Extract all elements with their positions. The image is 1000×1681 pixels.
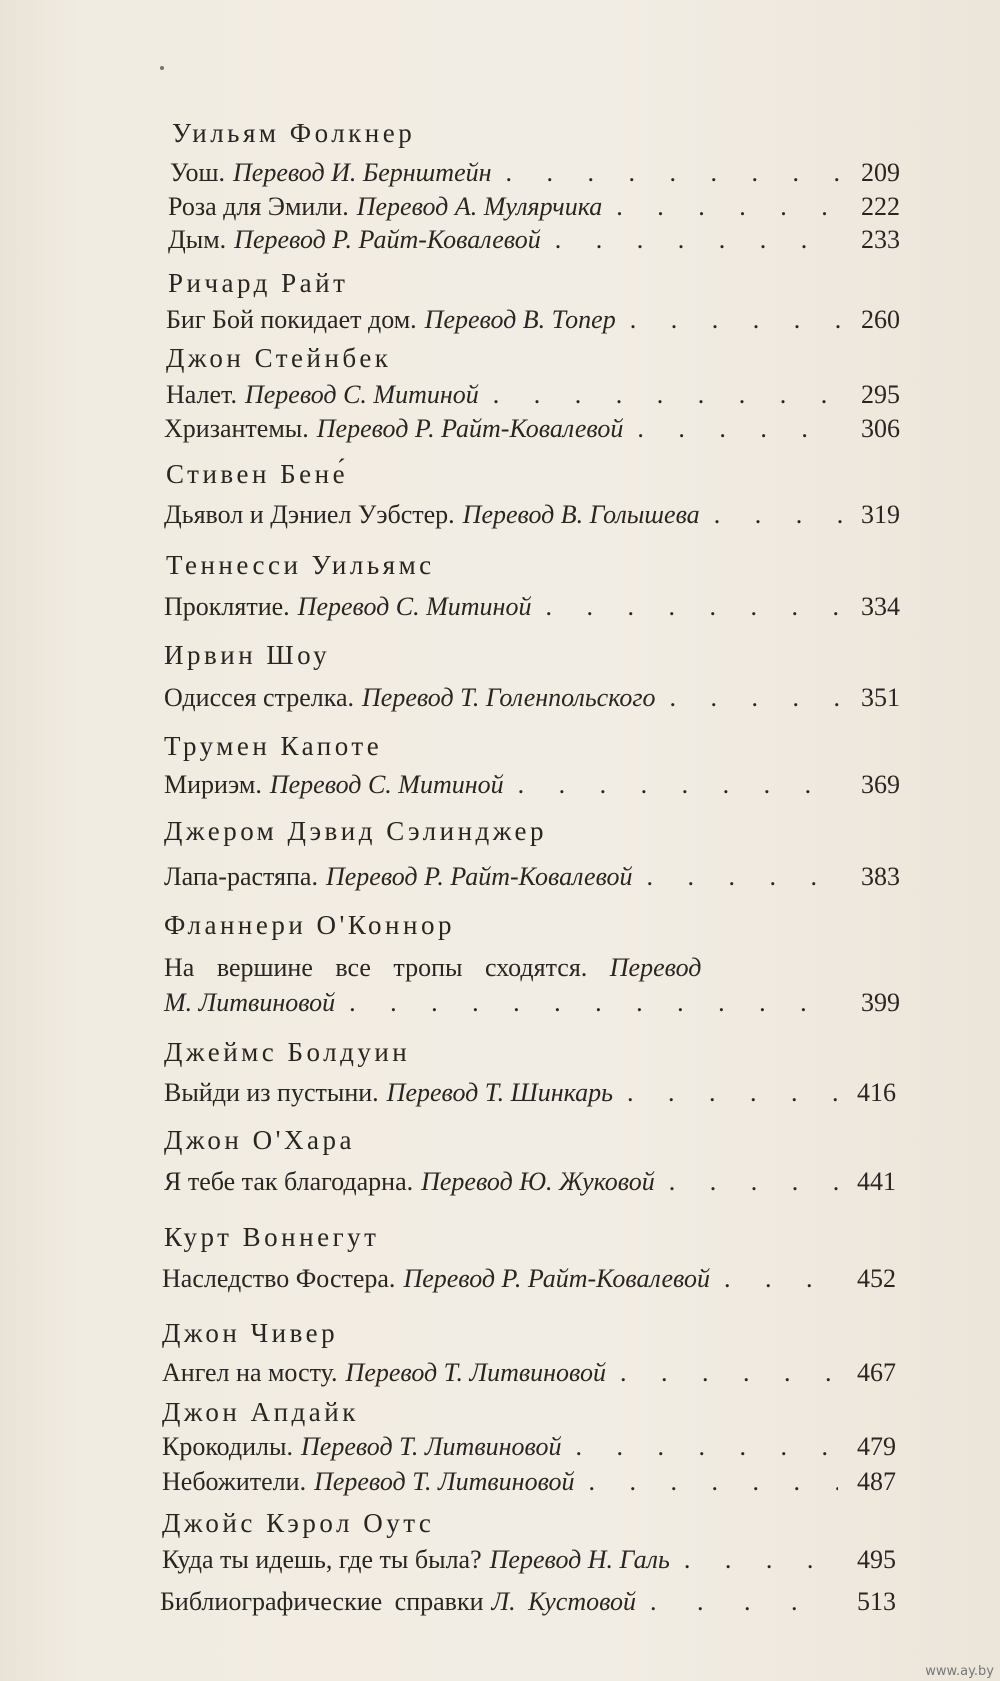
leader-dots — [627, 1078, 838, 1108]
story-title: Проклятие. — [164, 592, 290, 621]
story-title: Крокодилы. — [162, 1432, 293, 1461]
translator: М. Литвиновой — [164, 988, 336, 1017]
page-number: 416 — [857, 1078, 896, 1107]
leader-dots — [670, 683, 842, 713]
toc-entry-first-line — [164, 953, 701, 983]
page-number: 295 — [861, 380, 900, 409]
story-title: Лапа-растяпа. — [164, 862, 318, 891]
toc-entry — [164, 414, 900, 444]
author-heading: Трумен Капоте — [164, 731, 383, 761]
leader-dots — [630, 305, 842, 335]
translator-prefix: Перевод — [609, 953, 702, 982]
leader-dots — [620, 1358, 838, 1388]
leader-dots — [575, 1432, 838, 1462]
author-heading: Джойс Кэрол Оутс — [162, 1508, 435, 1538]
author-heading: Теннесси Уильямс — [166, 550, 435, 580]
author-heading: Стивен Бене́ — [166, 459, 349, 489]
toc-entry — [164, 1078, 896, 1108]
page-number: 487 — [857, 1467, 896, 1496]
page-number: 222 — [861, 192, 900, 221]
page-number: 513 — [857, 1587, 896, 1616]
page-number: 399 — [861, 988, 900, 1017]
story-title: Я тебе так благодарна. — [164, 1167, 414, 1196]
story-title: Ангел на мосту. — [162, 1358, 338, 1387]
page-number: 306 — [861, 414, 900, 443]
translator: Перевод Т. Голенпольского — [362, 683, 656, 712]
translator: Перевод С. Митиной — [297, 592, 532, 621]
story-title: Биг Бой покидает дом. — [166, 305, 417, 334]
translator: Перевод С. Митиной — [269, 770, 504, 799]
translator: Перевод Т. Литвиновой — [314, 1467, 575, 1496]
leader-dots — [684, 1545, 838, 1575]
toc-entry — [164, 770, 900, 800]
story-title: Выйди из пустыни. — [164, 1078, 379, 1107]
author-heading: Джеймс Болдуин — [164, 1037, 411, 1067]
translator: Перевод Р. Райт-Ковалевой — [325, 862, 633, 891]
translator: Перевод С. Митиной — [244, 380, 479, 409]
toc-entry — [162, 1467, 896, 1497]
page-number: 495 — [857, 1545, 896, 1574]
translator: Перевод Т. Литвиновой — [345, 1358, 606, 1387]
author-heading: Джон Стейнбек — [166, 343, 392, 373]
toc-entry-bibliography — [160, 1587, 896, 1617]
leader-dots — [506, 158, 842, 188]
toc-entry — [164, 592, 900, 622]
leader-dots — [714, 500, 842, 530]
toc-entry — [166, 380, 900, 410]
toc-entry — [162, 1358, 896, 1388]
story-title: Дым. — [168, 225, 227, 254]
story-title: На вершине все тропы сходятся. — [164, 953, 588, 982]
toc-entry — [164, 862, 900, 892]
translator: Перевод Р. Райт-Ковалевой — [316, 414, 624, 443]
translator: Перевод Н. Галь — [489, 1545, 670, 1574]
story-title: Уош. — [170, 158, 225, 187]
author-heading: Фланнери О'Коннор — [164, 910, 455, 940]
translator: Перевод Т. Литвиновой — [301, 1432, 562, 1461]
page-number: 233 — [861, 225, 900, 254]
author-heading: Уильям Фолкнер — [172, 118, 416, 148]
story-title: Небожители. — [162, 1467, 307, 1496]
toc-entry — [164, 988, 900, 1018]
translator: Перевод А. Мулярчика — [356, 192, 603, 221]
author-heading: Джон Чивер — [162, 1318, 339, 1348]
leader-dots — [650, 1587, 838, 1617]
story-title: Наследство Фостера. — [162, 1264, 396, 1293]
toc-entry — [164, 500, 900, 530]
author-heading: Ричард Райт — [168, 268, 349, 298]
page-number: 441 — [857, 1167, 896, 1196]
toc-entry — [162, 1432, 896, 1462]
story-title: Роза для Эмили. — [168, 192, 349, 221]
author-heading: Джон О'Хара — [164, 1125, 355, 1155]
toc-entry — [162, 1264, 896, 1294]
leader-dots — [647, 862, 842, 892]
leader-dots — [493, 380, 842, 410]
story-title: Одиссея стрелка. — [164, 683, 354, 712]
toc-entry — [164, 683, 900, 713]
translator: Перевод Ю. Жуковой — [421, 1167, 655, 1196]
leader-dots — [637, 414, 842, 444]
page-number: 351 — [861, 683, 900, 712]
translator: Перевод И. Бернштейн — [233, 158, 492, 187]
leader-dots — [724, 1264, 838, 1294]
toc-entry — [170, 158, 900, 188]
translator: Л. Кустовой — [491, 1587, 637, 1616]
toc-entry — [168, 192, 900, 222]
author-heading: Джером Дэвид Сэлинджер — [164, 816, 548, 846]
leader-dots — [555, 225, 842, 255]
toc-entry — [162, 1545, 896, 1575]
page-number: 383 — [861, 862, 900, 891]
story-title: Куда ты идешь, где ты была? — [162, 1545, 482, 1574]
watermark: www.ay.by — [925, 1664, 994, 1679]
leader-dots — [589, 1467, 838, 1497]
page-number: 452 — [857, 1264, 896, 1293]
story-title: Мириэм. — [164, 770, 262, 799]
page-number: 319 — [861, 500, 900, 529]
page-number: 334 — [861, 592, 900, 621]
story-title: Налет. — [166, 380, 237, 409]
author-heading: Курт Воннегут — [164, 1222, 380, 1252]
translator: Перевод В. Топер — [424, 305, 616, 334]
leader-dots — [669, 1167, 838, 1197]
leader-dots — [616, 192, 842, 222]
toc-entry — [168, 225, 900, 255]
page-number: 479 — [857, 1432, 896, 1461]
page-number: 467 — [857, 1358, 896, 1387]
page-number: 260 — [861, 305, 900, 334]
leader-dots — [518, 770, 842, 800]
leader-dots — [545, 592, 842, 622]
story-title: Хризантемы. — [164, 414, 309, 443]
toc-entry — [166, 305, 900, 335]
bibliography-title: Библиографические справки — [160, 1587, 484, 1616]
leader-dots — [349, 988, 842, 1018]
translator: Перевод Т. Шинкарь — [386, 1078, 613, 1107]
author-heading: Джон Апдайк — [162, 1397, 359, 1427]
translator: Перевод В. Голышева — [462, 500, 700, 529]
page-number: 369 — [861, 770, 900, 799]
translator: Перевод Р. Райт-Ковалевой — [234, 225, 541, 254]
toc-entry — [164, 1167, 896, 1197]
translator: Перевод Р. Райт-Ковалевой — [403, 1264, 711, 1293]
author-heading: Ирвин Шоу — [164, 640, 331, 670]
page-number: 209 — [861, 158, 900, 187]
story-title: Дьявол и Дэниел Уэбстер. — [164, 500, 455, 529]
